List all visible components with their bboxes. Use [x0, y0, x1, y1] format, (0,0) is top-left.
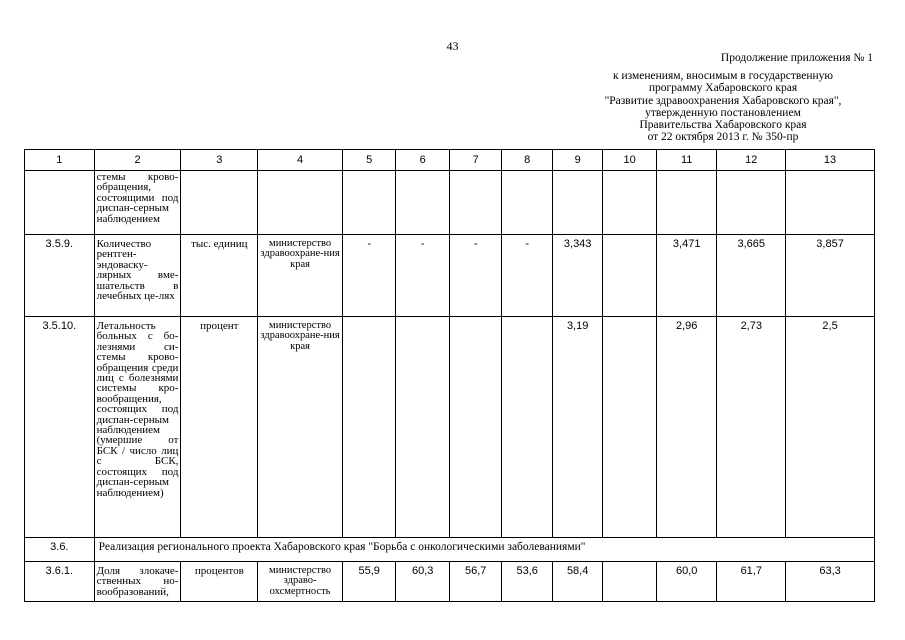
value-cell — [717, 171, 786, 235]
value-cell: - — [502, 235, 552, 317]
executor-cell: министерство здравоохране-ния края — [258, 317, 343, 538]
value-cell — [396, 171, 450, 235]
row-number — [25, 171, 95, 235]
column-header: 9 — [552, 150, 602, 171]
value-cell — [603, 317, 657, 538]
value-cell — [552, 171, 602, 235]
column-header: 7 — [449, 150, 501, 171]
column-header: 13 — [786, 150, 875, 171]
column-header: 10 — [603, 150, 657, 171]
table-row — [25, 235, 875, 317]
row-number: 3.5.10. — [25, 317, 95, 538]
row-number: 3.6.1. — [25, 562, 95, 602]
value-cell — [449, 171, 501, 235]
value-cell: 61,7 — [717, 562, 786, 602]
header-line: утвержденную постановлением — [645, 106, 801, 119]
unit-cell: процент — [181, 317, 258, 538]
value-cell: 2,73 — [717, 317, 786, 538]
column-header: 11 — [656, 150, 717, 171]
unit-cell — [181, 171, 258, 235]
value-cell — [603, 171, 657, 235]
value-cell — [603, 562, 657, 602]
header-line: "Развитие здравоохранения Хабаровского края", — [604, 94, 842, 107]
row-number: 3.5.9. — [25, 235, 95, 317]
unit-cell: тыс. единиц — [181, 235, 258, 317]
value-cell: 2,5 — [786, 317, 875, 538]
value-cell: - — [342, 235, 396, 317]
indicator-name: Доля злокаче-ственных но-вообразований, — [94, 562, 181, 602]
column-header: 12 — [717, 150, 786, 171]
header-line: программу Хабаровского края — [648, 82, 798, 95]
value-cell — [502, 317, 552, 538]
header-line: Правительства Хабаровского края — [639, 119, 807, 132]
value-cell — [786, 171, 875, 235]
indicators-table — [24, 149, 875, 602]
value-cell: 60,0 — [656, 562, 717, 602]
column-header: 1 — [25, 150, 95, 171]
value-cell: 3,665 — [717, 235, 786, 317]
value-cell: - — [449, 235, 501, 317]
table-row — [25, 317, 875, 538]
header-line: Продолжение приложения № 1 — [720, 52, 873, 64]
value-cell: 3,471 — [656, 235, 717, 317]
value-cell: 3,19 — [552, 317, 602, 538]
value-cell: - — [396, 235, 450, 317]
value-cell: 55,9 — [342, 562, 396, 602]
value-cell — [603, 235, 657, 317]
executor-cell — [258, 171, 343, 235]
appendix-header — [573, 52, 873, 143]
column-header: 5 — [342, 150, 396, 171]
column-header: 8 — [502, 150, 552, 171]
indicator-name: Количество рентген-эндоваску-лярных вме-шательств в лечебных це-лях — [94, 235, 181, 317]
executor-cell: министерство здраво-охсмертность — [258, 562, 343, 602]
value-cell: 58,4 — [552, 562, 602, 602]
header-line: от 22 октября 2013 г. № 350-пр — [647, 131, 799, 144]
header-line: к изменениям, вносимым в государственную — [613, 70, 833, 83]
value-cell: 60,3 — [396, 562, 450, 602]
value-cell — [342, 317, 396, 538]
table-row — [25, 562, 875, 602]
executor-cell: министерство здравоохране-ния края — [258, 235, 343, 317]
unit-cell: процентов — [181, 562, 258, 602]
value-cell — [449, 317, 501, 538]
value-cell: 3,343 — [552, 235, 602, 317]
column-header: 2 — [94, 150, 181, 171]
column-header: 6 — [396, 150, 450, 171]
value-cell — [396, 317, 450, 538]
value-cell: 3,857 — [786, 235, 875, 317]
value-cell — [502, 171, 552, 235]
value-cell: 56,7 — [449, 562, 501, 602]
column-header: 3 — [181, 150, 258, 171]
value-cell — [656, 171, 717, 235]
table-row — [25, 171, 875, 235]
column-header: 4 — [258, 150, 343, 171]
value-cell: 53,6 — [502, 562, 552, 602]
value-cell — [342, 171, 396, 235]
section-row — [25, 538, 875, 562]
row-number: 3.6. — [25, 538, 95, 562]
value-cell: 2,96 — [656, 317, 717, 538]
indicator-name: стемы крово-обращения, состоящими под диспан-серным наблюдением — [94, 171, 181, 235]
indicator-name: Летальность больных с бо-лезнями си-стемы крово-обращения среди лиц с болезнями системы кро-вообращения, состоящих под диспан-серным наблюдением (умершие от БСК / число лиц с БСК, состоящих под диспан-серным наблюдением) — [94, 317, 181, 538]
page-number: 43 — [446, 39, 459, 53]
table-header-row — [25, 150, 875, 171]
section-title: Реализация регионального проекта Хабаровского края "Борьба с онкологическими заболеваниями" — [94, 538, 874, 562]
value-cell: 63,3 — [786, 562, 875, 602]
